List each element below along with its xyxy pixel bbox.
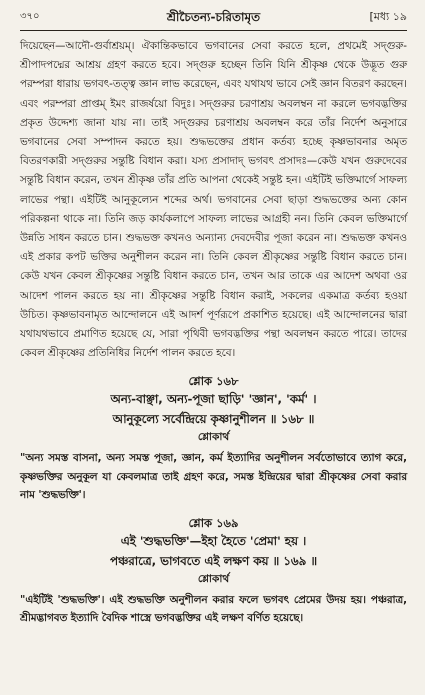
- verse-line: এই 'শুদ্ধভক্তি'—ইহা হৈতে 'প্রেমা' হয় ।: [120, 533, 307, 548]
- section-label: [মধ্য ১৯: [369, 9, 407, 23]
- verse-translation: "এইটিই 'শুদ্ধভক্তি'। এই শুদ্ধভক্তি অনুশীলন করার ফলে ভগবৎ প্রেমের উদয় হয়। পঞ্চরাত্র, শ্রীমদ্ভাগবত ইত্যাদি বৈদিক শাস্ত্রে ভগবদ্ভক্তির এই লক্ষণ বর্ণিত হয়েছে।: [20, 593, 407, 625]
- verse-translation: "অন্য সমস্ত বাসনা, অন্য সমস্ত পূজা, জ্ঞান, কর্ম ইত্যাদির অনুশীলন সর্বতোভাবে ত্যাগ করে, কৃষ্ণভক্তির অনুকূল যা কেবলমাত্র তাই গ্রহণ করে, সমস্ত ইন্দ্রিয়ের দ্বারা শ্রীকৃষ্ণের সেবা করার নাম 'শুদ্ধভক্তি'।: [20, 452, 407, 502]
- translation-heading: শ্লোকার্থ: [197, 572, 230, 585]
- verse-line: অন্য-বাঞ্ছা, অন্য-পূজা ছাড়ি' 'জ্ঞান', 'কর্ম' ।: [110, 392, 317, 407]
- verse-heading: শ্লোক ১৬৯: [188, 515, 239, 530]
- header-rule: [20, 30, 407, 31]
- verse-168: [20, 373, 407, 505]
- verse-line: আনুকূল্যে সর্বেন্দ্রিয়ে কৃষ্ণানুশীলন ॥ ১৬৮ ॥: [112, 412, 315, 427]
- verse-169: [20, 515, 407, 628]
- purport-paragraph: দিয়েছেন—আদৌ-গুর্বাশ্রয়ম্। ঐকান্তিকভাবে ভগবানের সেবা করতে হলে, প্রথমেই সদ্গুরু-শ্রীপাদপদ্মের আশ্রয় গ্রহণ করতে হবে। সদ্গুরু হচ্ছেন তিনি যিনি শ্রীকৃষ্ণ থেকে উদ্ভূত গুরু পরম্পরা ধারায় ভগবৎ-তত্ত্ব জ্ঞান লাভ করেছেন, এবং যথাযথ ভাবে সেই জ্ঞান বিতরণ করছেন। এবং পরম্পরা প্রাপ্তম্ ইমং রাজর্ষয়ো বিদুঃ। সদ্গুরুর চরণাশ্রয় অবলম্বন না করলে ভগবদ্ভক্তির প্রকৃত উদ্দেশ্য জানা যায় না। তাই সদ্গুরুর চরণাশ্রয় অবলম্বন করে তাঁর নির্দেশ অনুসারে ভগবানের সেবা সম্পাদন করতে হয়। শুদ্ধভক্তের প্রধান কর্তব্য হচ্ছে কৃষ্ণভাবনার অমৃত বিতরণকারী সদ্গুরুর সন্তুষ্টি বিধান করা। যস্য প্রসাদাদ্ ভগবৎ প্রসাদঃ—কেউ যখন গুরুদেবের সন্তুষ্টি বিধান করেন, তখন শ্রীকৃষ্ণ তাঁর প্রতি আপনা থেকেই সন্তুষ্ট হন। এইটিই ভক্তিমার্গে সাফল্য লাভের পন্থা। এইটিই আনুকূল্যেন শব্দের অর্থ। ভগবানের সেবা ছাড়া শুদ্ধভক্তের অন্য কোন পরিকল্পনা থাকে না। তিনি জড় কার্যকলাপে সাফল্য লাভের আগ্রহী নন। তিনি কেবল ভক্তিমার্গে উন্নতি সাধন করতে চান। শুদ্ধভক্ত কখনও অন্যান্য দেবদেবীর পূজা করেন না। শুদ্ধভক্ত কখনও এই প্রকার কপট ভক্তির অনুশীলন করেন না। তিনি কেবল শ্রীকৃষ্ণের সন্তুষ্টি বিধান করতে চান। কেউ যখন কেবল শ্রীকৃষ্ণের সন্তুষ্টি বিধান করতে চান, তখন আর তাকে এর আদেশ অথবা ওর আদেশ পালন করতে হয় না। শ্রীকৃষ্ণের সন্তুষ্টি বিধান করাই, সকলের একমাত্র কর্তব্য হওয়া উচিত। কৃষ্ণভাবনামৃত আন্দোলনে এই আদর্শ পূর্ণরূপে প্রকাশিত হয়েছে। এই আন্দোলনের দ্বারা যথাযথভাবে প্রমাণিত হয়েছে যে, সারা পৃথিবী ভগবদ্ভক্তির পন্থা অবলম্বন করতে পারে। তাদের কেবল শ্রীকৃষ্ণের প্রতিনিধির নির্দেশ পালন করতে হবে।: [20, 40, 407, 360]
- translation-heading: শ্লোকার্থ: [197, 431, 230, 444]
- verse-line: পঞ্চরাত্রে, ভাগবতে এই লক্ষণ কয় ॥ ১৬৯ ॥: [109, 553, 318, 568]
- page-number: ৩৭০: [20, 10, 40, 22]
- page-title: শ্রীচৈতন্য-চরিতামৃত: [166, 10, 261, 24]
- verse-heading: শ্লোক ১৬৮: [188, 374, 239, 389]
- page-header: [20, 6, 407, 28]
